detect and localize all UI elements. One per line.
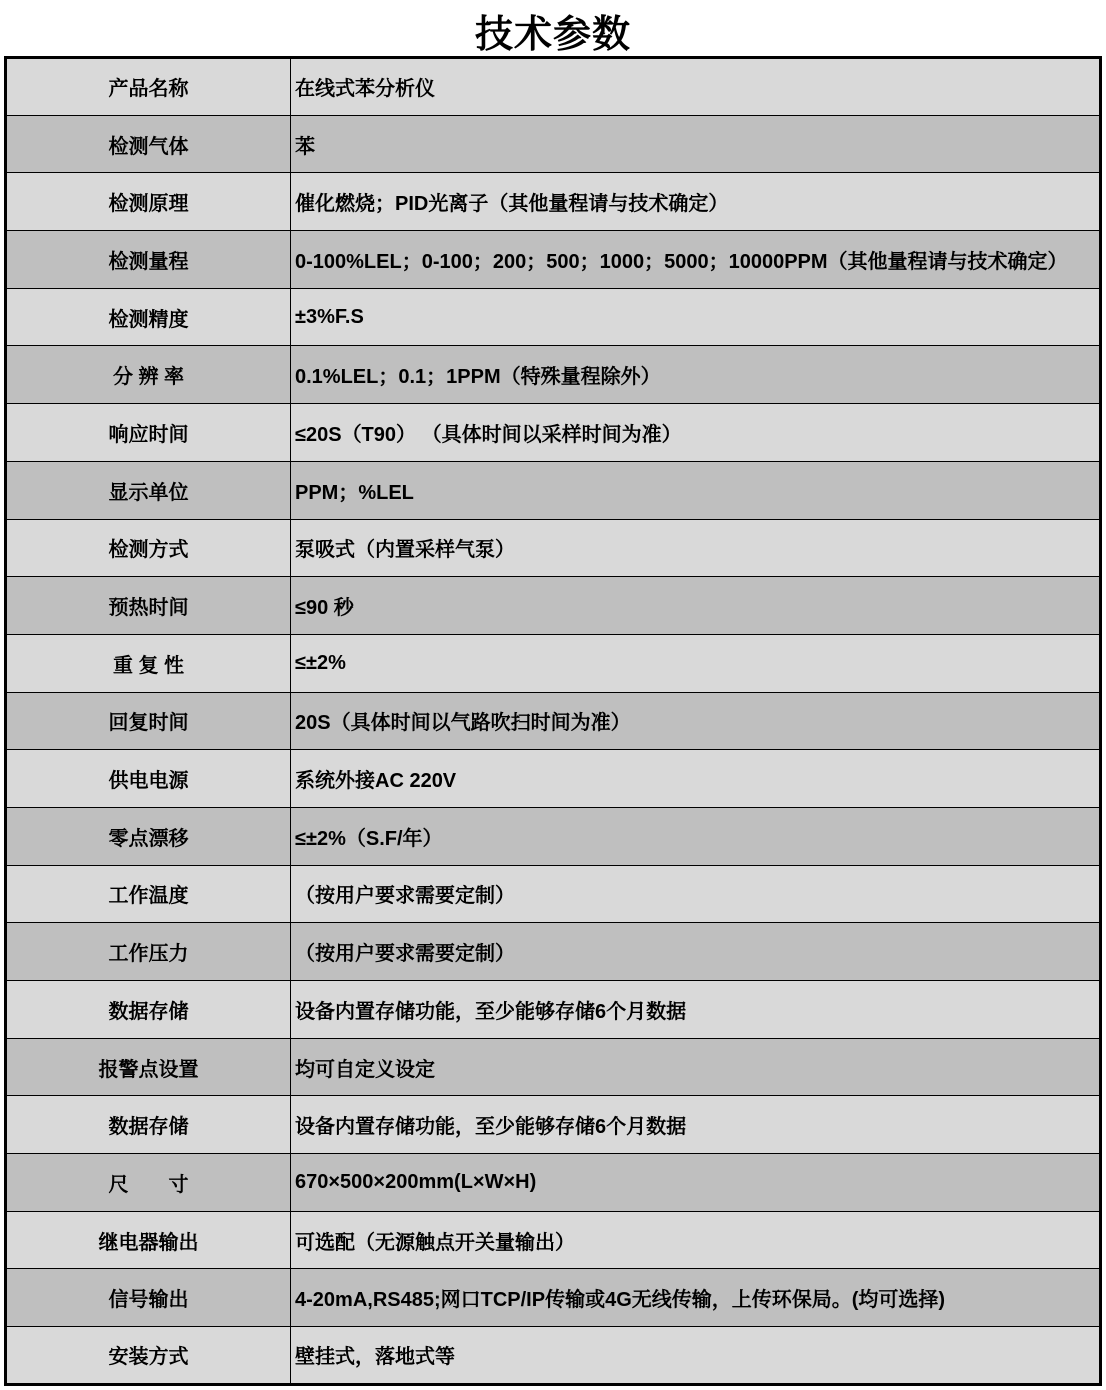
param-name: 检测气体 (6, 115, 291, 173)
param-value: 670×500×200mm(L×W×H) (291, 1154, 1101, 1212)
param-value: 泵吸式（内置采样气泵） (291, 519, 1101, 577)
table-row (6, 404, 1101, 462)
spec-table (4, 56, 1102, 1386)
param-name: 响应时间 (6, 404, 291, 462)
param-name: 预热时间 (6, 577, 291, 635)
table-row (6, 173, 1101, 231)
param-value: 催化燃烧；PID光离子（其他量程请与技术确定） (291, 173, 1101, 231)
param-name: 显示单位 (6, 461, 291, 519)
table-row (6, 577, 1101, 635)
param-value: ≤±2% (291, 634, 1101, 692)
param-name: 工作压力 (6, 923, 291, 981)
param-value: 壁挂式，落地式等 (291, 1327, 1101, 1385)
param-value: 0.1%LEL；0.1；1PPM（特殊量程除外） (291, 346, 1101, 404)
param-value: 0-100%LEL；0-100；200；500；1000；5000；10000PPM（其他量程请与技术确定） (291, 231, 1101, 289)
table-row (6, 346, 1101, 404)
table-row (6, 461, 1101, 519)
table-row (6, 692, 1101, 750)
param-name: 检测量程 (6, 231, 291, 289)
param-name: 分 辨 率 (6, 346, 291, 404)
param-value: 在线式苯分析仪 (291, 58, 1101, 116)
table-row (6, 1327, 1101, 1385)
param-value: ≤90 秒 (291, 577, 1101, 635)
param-name: 数据存储 (6, 1096, 291, 1154)
param-value: ≤20S（T90） （具体时间以采样时间为准） (291, 404, 1101, 462)
table-row (6, 1038, 1101, 1096)
table-row (6, 58, 1101, 116)
table-row (6, 1269, 1101, 1327)
table-row (6, 634, 1101, 692)
param-value: 设备内置存储功能，至少能够存储6个月数据 (291, 981, 1101, 1039)
param-name: 检测方式 (6, 519, 291, 577)
param-name: 零点漂移 (6, 807, 291, 865)
param-value: 20S（具体时间以气路吹扫时间为准） (291, 692, 1101, 750)
param-name: 数据存储 (6, 981, 291, 1039)
param-value: （按用户要求需要定制） (291, 865, 1101, 923)
param-value: 系统外接AC 220V (291, 750, 1101, 808)
table-row (6, 1211, 1101, 1269)
param-value: ±3%F.S (291, 288, 1101, 346)
param-name: 安装方式 (6, 1327, 291, 1385)
param-value: 4-20mA,RS485;网口TCP/IP传输或4G无线传输，上传环保局。(均可选择) (291, 1269, 1101, 1327)
page-title: 技术参数 (474, 13, 631, 56)
param-name: 产品名称 (6, 58, 291, 116)
table-row (6, 865, 1101, 923)
param-name: 信号输出 (6, 1269, 291, 1327)
table-row (6, 750, 1101, 808)
param-name: 供电电源 (6, 750, 291, 808)
param-name: 工作温度 (6, 865, 291, 923)
param-name: 尺 寸 (6, 1154, 291, 1212)
table-row (6, 1096, 1101, 1154)
table-row (6, 807, 1101, 865)
table-row (6, 923, 1101, 981)
param-name: 检测精度 (6, 288, 291, 346)
param-value: PPM；%LEL (291, 461, 1101, 519)
param-value: 均可自定义设定 (291, 1038, 1101, 1096)
param-value: 苯 (291, 115, 1101, 173)
table-row (6, 1154, 1101, 1212)
param-name: 报警点设置 (6, 1038, 291, 1096)
param-name: 检测原理 (6, 173, 291, 231)
param-value: （按用户要求需要定制） (291, 923, 1101, 981)
table-row (6, 981, 1101, 1039)
param-name: 回复时间 (6, 692, 291, 750)
param-value: ≤±2%（S.F/年） (291, 807, 1101, 865)
param-value: 可选配（无源触点开关量输出） (291, 1211, 1101, 1269)
table-row (6, 231, 1101, 289)
table-row (6, 288, 1101, 346)
spec-table-body (6, 58, 1101, 1385)
param-name: 重 复 性 (6, 634, 291, 692)
table-row (6, 115, 1101, 173)
title-bar (0, 0, 1106, 56)
param-name: 继电器输出 (6, 1211, 291, 1269)
param-value: 设备内置存储功能，至少能够存储6个月数据 (291, 1096, 1101, 1154)
table-row (6, 519, 1101, 577)
